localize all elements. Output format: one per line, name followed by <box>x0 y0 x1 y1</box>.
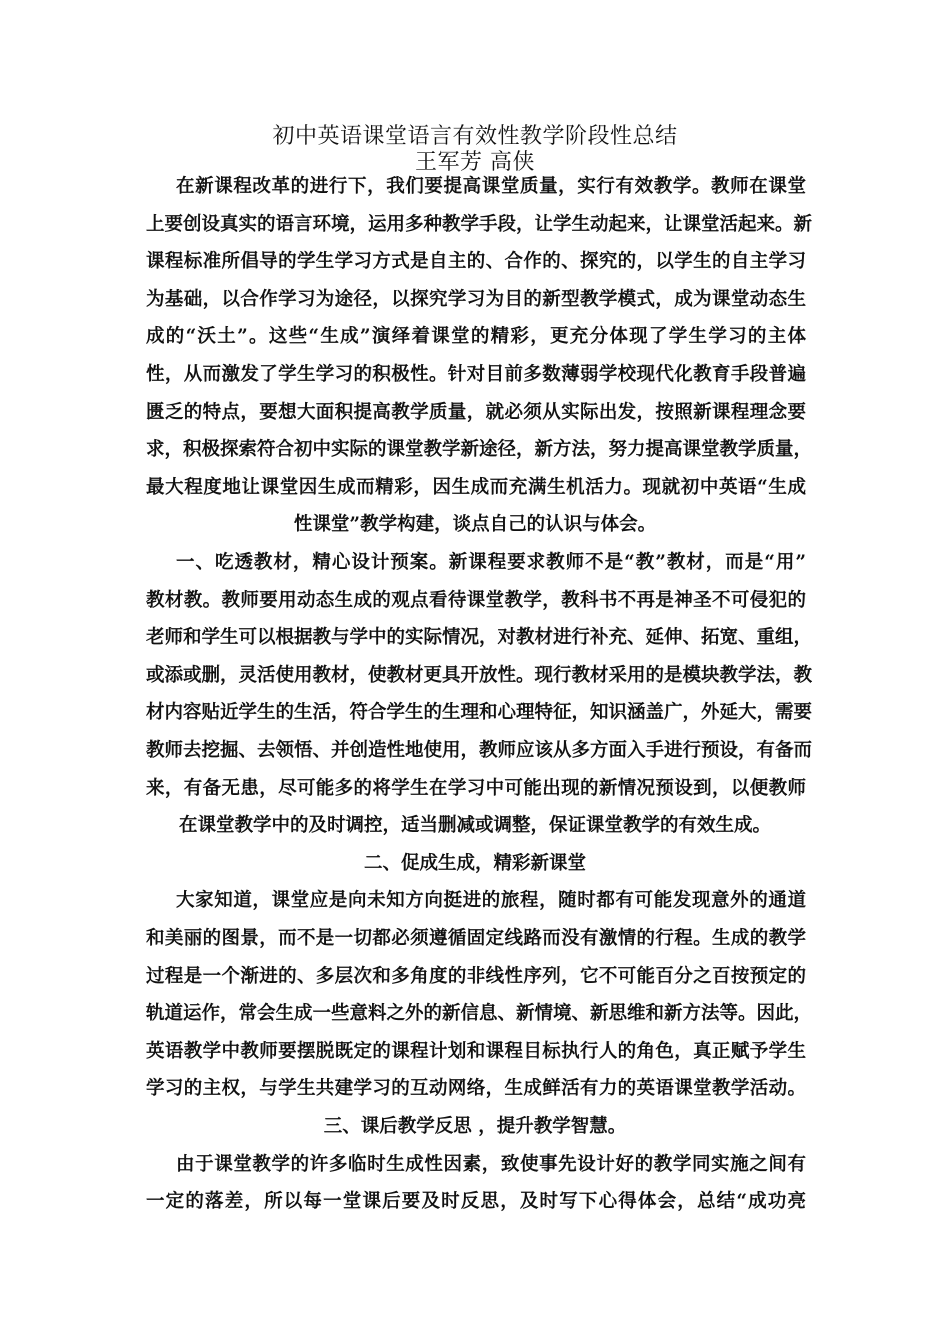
text-line: 为基础，以合作学习为途径，以探究学习为目的新型教学模式，成为课堂动态生 <box>146 289 806 310</box>
text-line: 在新课程改革的进行下，我们要提高课堂质量，实行有效教学。教师在课堂 <box>176 176 806 197</box>
text-line: 一、吃透教材，精心设计预案。新课程要求教师不是“教”教材，而是“用” <box>176 552 806 573</box>
text-line: 英语教学中教师要摆脱既定的课程计划和课程目标执行人的角色，真正赋予学生 <box>146 1041 806 1062</box>
text-line: 三、课后教学反思 ，提升教学智慧。 <box>323 1116 627 1137</box>
text-line: 成的“沃土”。这些“生成”演绎着课堂的精彩，更充分体现了学生学习的主体 <box>146 326 806 347</box>
document-title: 初中英语课堂语言有效性教学阶段性总结 <box>272 124 678 149</box>
text-line: 过程是一个渐进的、多层次和多角度的非线性序列，它不可能百分之百按预定的 <box>146 966 806 987</box>
text-line: 老师和学生可以根据教与学中的实际情况，对教材进行补充、延伸、拓宽、重组， <box>146 627 813 648</box>
text-line: 匮乏的特点，要想大面积提高教学质量，就必须从实际出发，按照新课程理念要 <box>146 402 806 423</box>
text-line: 二、促成生成，精彩新课堂 <box>363 853 586 874</box>
text-line: 最大程度地让课堂因生成而精彩，因生成而充满生机活力。现就初中英语“生成 <box>146 477 806 498</box>
text-line: 学习的主权，与学生共建学习的互动网络，生成鲜活有力的英语课堂教学活动。 <box>146 1078 806 1099</box>
text-line: 和美丽的图景，而不是一切都必须遵循固定线路而没有激情的行程。生成的教学 <box>146 928 806 949</box>
text-line: 或添或删，灵活使用教材，使教材更具开放性。现行教材采用的是模块教学法，教 <box>146 665 813 686</box>
text-line: 来，有备无患，尽可能多的将学生在学习中可能出现的新情况预设到，以便教师 <box>146 778 806 799</box>
text-line: 求，积极探索符合初中实际的课堂教学新途径，新方法，努力提高课堂教学质量， <box>146 439 813 460</box>
text-line: 性，从而激发了学生学习的积极性。针对目前多数薄弱学校现代化教育手段普遍 <box>146 364 806 385</box>
text-line: 大家知道，课堂应是向未知方向挺进的旅程，随时都有可能发现意外的通道 <box>176 890 806 911</box>
text-line: 由于课堂教学的许多临时生成性因素，致使事先设计好的教学同实施之间有 <box>176 1154 806 1175</box>
text-line: 轨道运作，常会生成一些意料之外的新信息、新情境、新思维和新方法等。因此， <box>146 1003 813 1024</box>
text-line: 教师去挖掘、去领悟、并创造性地使用，教师应该从多方面入手进行预设，有备而 <box>146 740 813 761</box>
text-line: 一定的落差，所以每一堂课后要及时反思，及时写下心得体会，总结“成功亮 <box>146 1191 806 1212</box>
document-authors: 王军芳 高侠 <box>415 150 535 175</box>
text-line: 教材教。教师要用动态生成的观点看待课堂教学，教科书不再是神圣不可侵犯的 <box>146 590 806 611</box>
text-line: 在课堂教学中的及时调控，适当删减或调整，保证课堂教学的有效生成。 <box>178 815 771 836</box>
text-line: 上要创设真实的语言环境，运用多种教学手段，让学生动起来，让课堂活起来。新 <box>146 214 813 235</box>
text-line: 性课堂”教学构建，谈点自己的认识与体会。 <box>293 514 657 535</box>
text-line: 课程标准所倡导的学生学习方式是自主的、合作的、探究的，以学生的自主学习 <box>146 251 806 272</box>
text-line: 材内容贴近学生的生活，符合学生的生理和心理特征，知识涵盖广，外延大，需要 <box>146 702 813 723</box>
